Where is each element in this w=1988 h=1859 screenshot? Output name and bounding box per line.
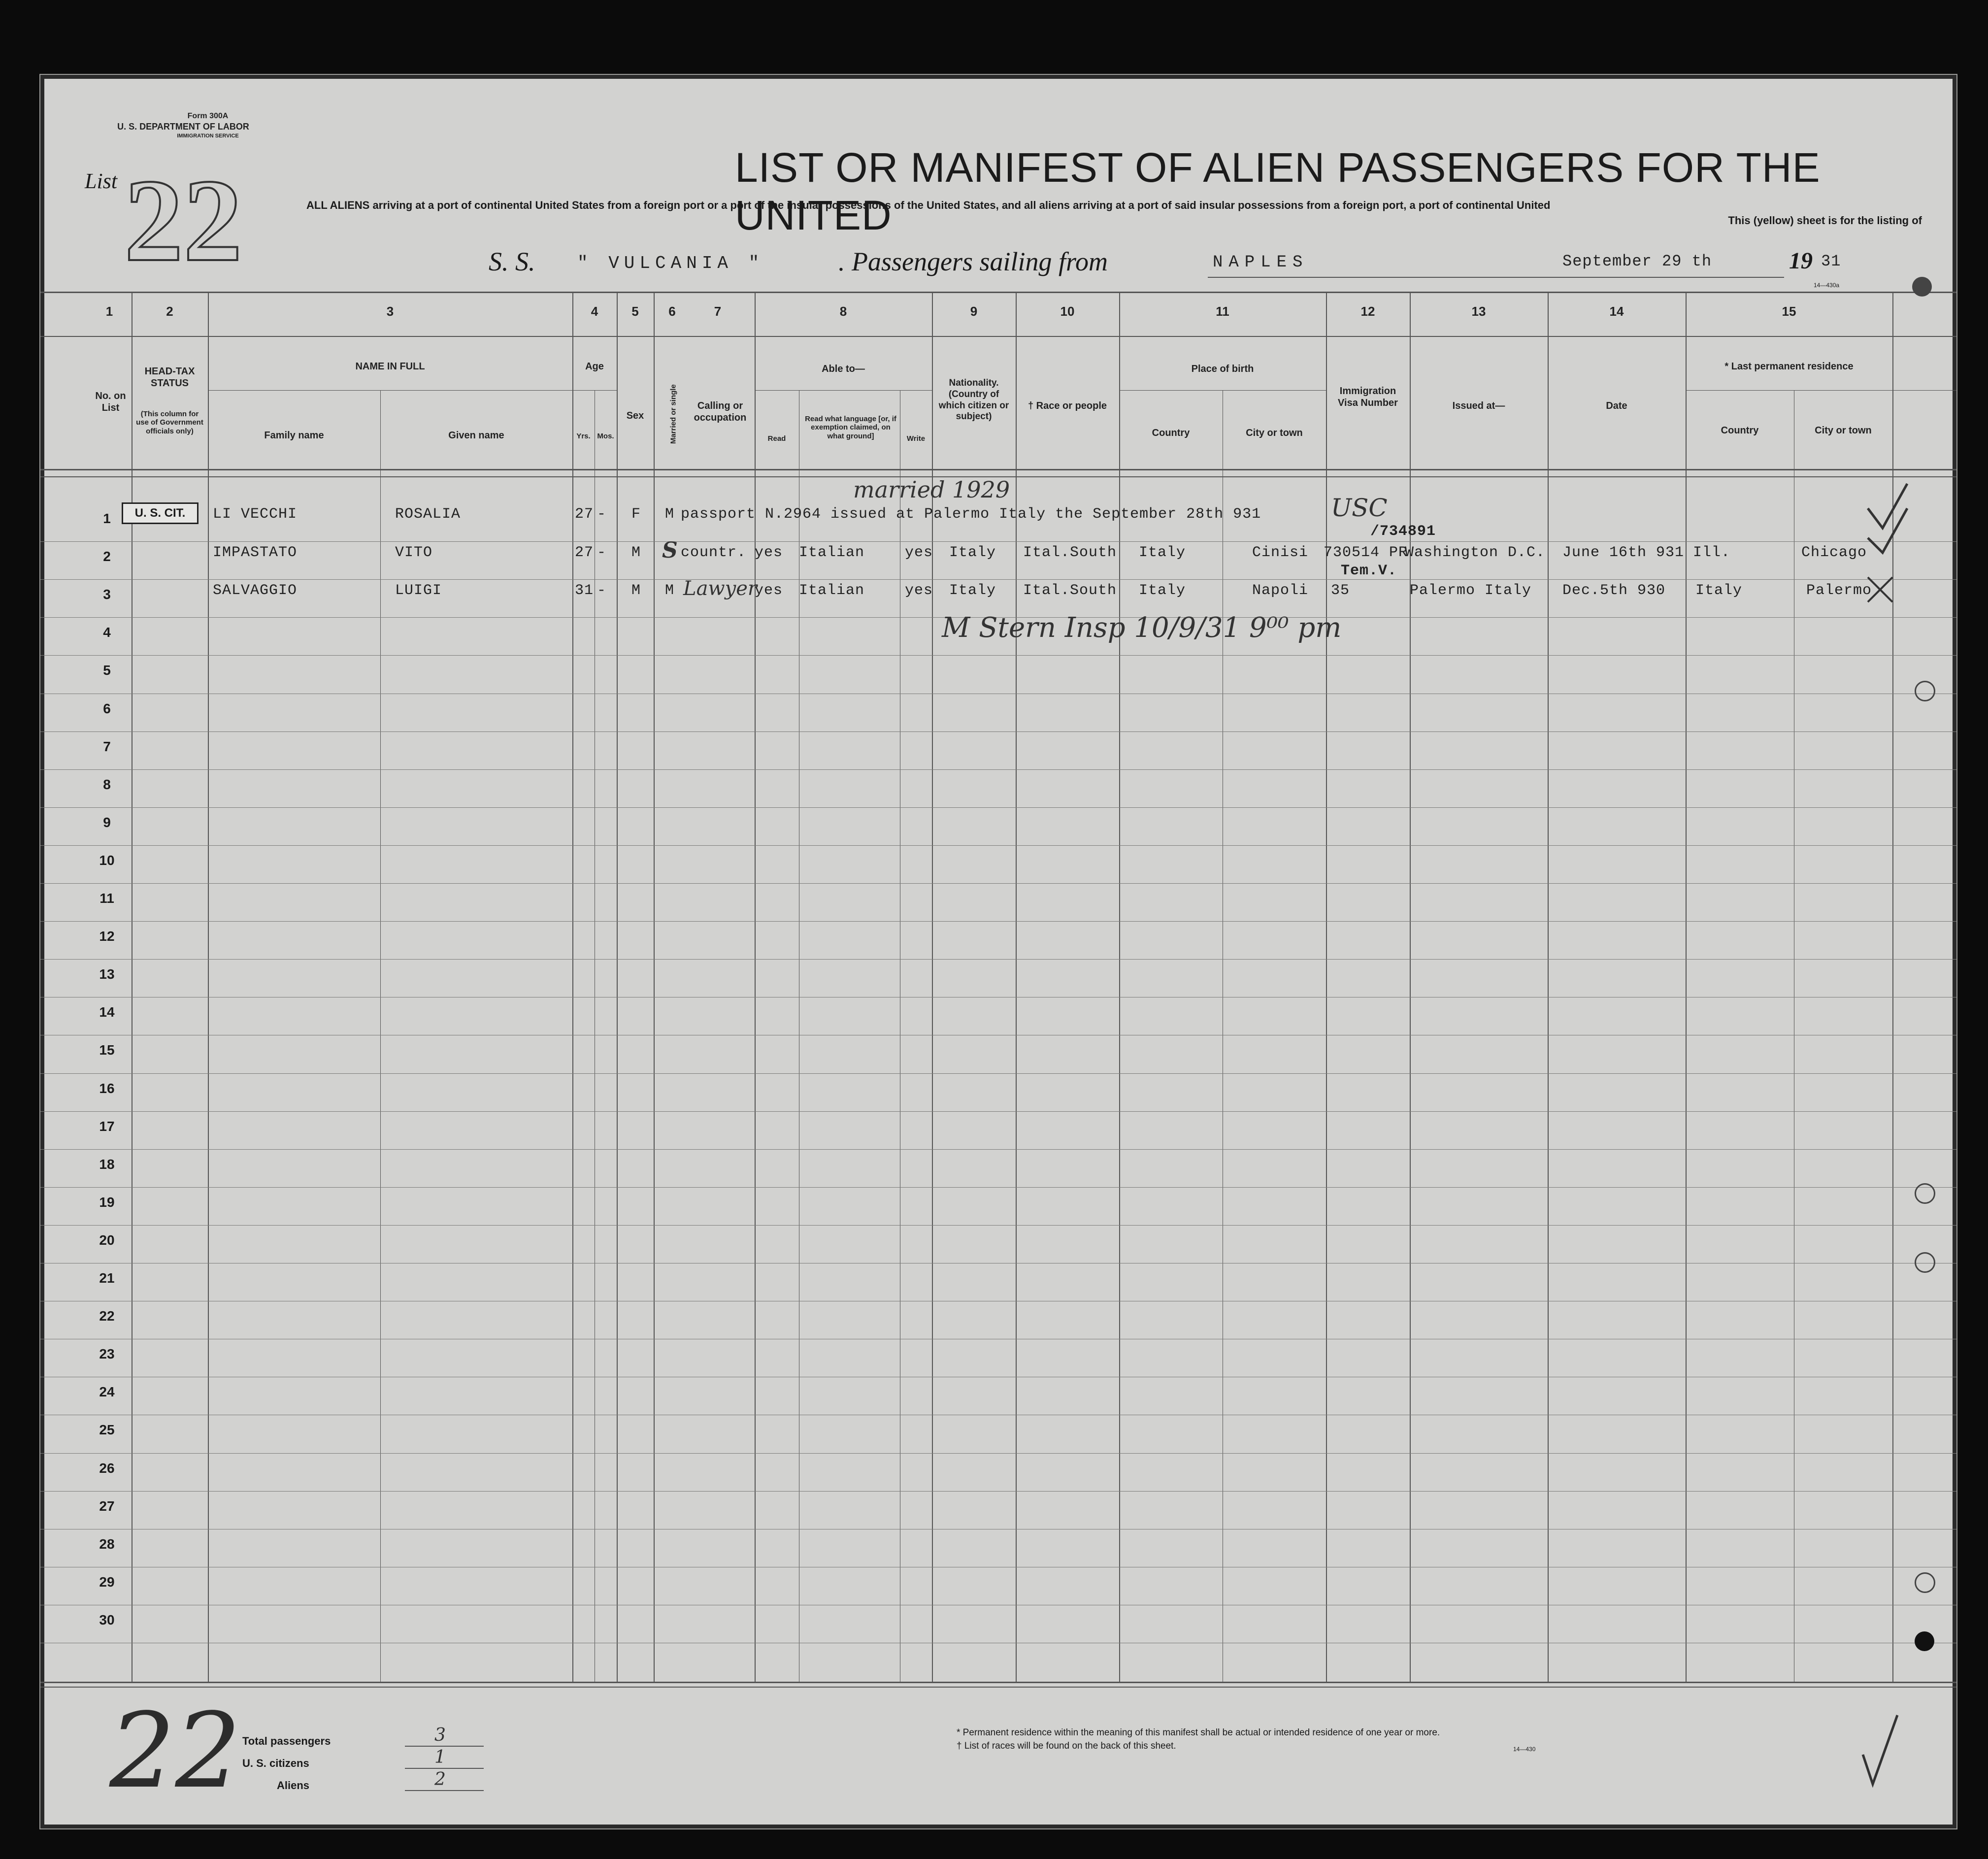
ss-label: S. S. xyxy=(489,247,535,276)
col-num-14: 14 xyxy=(1609,304,1624,319)
p3-write: yes xyxy=(905,582,933,599)
aliens-value: 2 xyxy=(434,1769,446,1790)
row-number: 10 xyxy=(99,852,115,868)
p3-res-country: Italy xyxy=(1695,582,1743,599)
p3-visa-date: Dec.5th 930 xyxy=(1562,582,1666,599)
header-sex: Sex xyxy=(626,410,644,421)
p1-given-name: ROSALIA xyxy=(395,506,461,523)
header-read-language: Read what language [or, if exemption claimed, on what ground] xyxy=(805,415,896,440)
header-mos: Mos. xyxy=(597,432,614,440)
row-number: 26 xyxy=(99,1460,115,1476)
header-head-tax: HEAD-TAX STATUS xyxy=(144,366,195,389)
row-number: 5 xyxy=(103,663,111,678)
row-divider xyxy=(40,655,1956,656)
year-label: 19 xyxy=(1789,248,1813,274)
col-num-15: 15 xyxy=(1782,304,1796,319)
header-head-tax-note: (This column for use of Government officials only) xyxy=(136,410,203,435)
manifest-subtitle-2: This (yellow) sheet is for the listing of xyxy=(1728,214,1922,227)
p3-calling: Lawyer xyxy=(683,577,758,600)
header-write: Write xyxy=(906,434,926,443)
header-birth-city: City or town xyxy=(1246,428,1303,438)
row-divider xyxy=(40,769,1956,770)
row-divider xyxy=(40,1225,1956,1226)
col-num-9: 9 xyxy=(970,304,978,319)
checkmarks xyxy=(1863,479,1952,676)
col-num-3: 3 xyxy=(386,304,394,319)
row-number: 18 xyxy=(99,1156,115,1172)
binder-hole xyxy=(1915,681,1935,701)
p3-nationality: Italy xyxy=(949,582,996,599)
col-num-6: 6 xyxy=(668,304,676,319)
footnote-races: † List of races will be found on the back of this sheet. xyxy=(957,1741,1176,1751)
p3-birth-country: Italy xyxy=(1139,582,1186,599)
port-name: NAPLES xyxy=(1213,253,1309,272)
row-number: 21 xyxy=(99,1270,115,1286)
row-number: 12 xyxy=(99,929,115,944)
row-number: 30 xyxy=(99,1612,115,1627)
row-number: 2 xyxy=(103,549,111,564)
p3-race: Ital.South xyxy=(1023,582,1117,599)
row-number: 17 xyxy=(99,1118,115,1134)
row-divider xyxy=(40,807,1956,808)
header-yrs: Yrs. xyxy=(576,432,591,440)
row-number: 3 xyxy=(103,587,111,602)
p2-married: S xyxy=(662,538,678,563)
row-number: 28 xyxy=(99,1536,115,1552)
row-divider xyxy=(40,1073,1956,1074)
p2-birth-city: Cinisi xyxy=(1252,544,1309,561)
inspector-annotation: M Stern Insp 10/9/31 9⁰⁰ pm xyxy=(942,612,1342,644)
p2-read: yes xyxy=(755,544,783,561)
p3-visa-extra: Tem.V. xyxy=(1341,563,1397,579)
p1-sex: F xyxy=(631,506,641,523)
row-number: 6 xyxy=(103,700,111,716)
row-number: 8 xyxy=(103,776,111,792)
p1-age-mos: - xyxy=(597,506,607,523)
p3-family-name: SALVAGGIO xyxy=(213,582,298,599)
manifest-subtitle-1: ALL ALIENS arriving at a port of continental United States from a foreign port or a port of the insular possessions of the United States, and all aliens arriving at a port of said insular possessions from a foreign port, a port of continental United xyxy=(306,199,1551,211)
p2-nationality: Italy xyxy=(949,544,996,561)
footer-checkmark xyxy=(1858,1710,1902,1789)
total-passengers-value: 3 xyxy=(434,1725,446,1745)
header-last-residence: * Last permanent residence xyxy=(1724,361,1854,372)
row-divider xyxy=(40,579,1956,580)
p1-married: M xyxy=(665,506,675,523)
p2-visa-date: June 16th 931 xyxy=(1562,544,1685,561)
header-married: Married or single xyxy=(669,384,678,444)
p3-given-name: LUIGI xyxy=(395,582,442,599)
ship-name: " VULCANIA " xyxy=(577,253,764,273)
row-divider xyxy=(40,921,1956,922)
p2-language: Italian xyxy=(799,544,865,561)
list-label: List xyxy=(85,169,118,193)
col-num-2: 2 xyxy=(166,304,173,319)
p2-age-yrs: 27 xyxy=(575,544,594,561)
header-race: † Race or people xyxy=(1027,400,1107,411)
header-nationality: Nationality. (Country of which citizen or subject) xyxy=(938,378,1009,422)
header-issued-at: Issued at— xyxy=(1452,400,1505,411)
p2-res-city: Chicago xyxy=(1801,544,1867,561)
manifest-title: LIST OR MANIFEST OF ALIEN PASSENGERS FOR THE UNITED xyxy=(735,144,1821,238)
service-label: IMMIGRATION SERVICE xyxy=(177,133,239,139)
footnote-code: 14—430 xyxy=(1513,1746,1536,1753)
row-number: 16 xyxy=(99,1080,115,1096)
row-number: 4 xyxy=(103,625,111,640)
row-divider xyxy=(40,883,1956,884)
sailing-label: . Passengers sailing from xyxy=(838,247,1108,276)
p3-res-city: Palermo xyxy=(1806,582,1872,599)
margin-handwritten-number: 22 xyxy=(109,1691,241,1811)
p2-write: yes xyxy=(905,544,933,561)
us-citizen-stamp: U. S. CIT. xyxy=(122,502,199,524)
total-passengers-label: Total passengers xyxy=(242,1735,331,1747)
col-num-4: 4 xyxy=(591,304,598,319)
row-number: 19 xyxy=(99,1194,115,1210)
p2-sex: M xyxy=(631,544,641,561)
header-birth-country: Country xyxy=(1152,428,1190,438)
p2-family-name: IMPASTATO xyxy=(213,544,298,561)
p1-passport-remark: passport N.2964 issued at Palermo Italy the September 28th 931 xyxy=(681,506,1261,523)
footnote-residence: * Permanent residence within the meaning of this manifest shall be actual or intended residence of one year or more. xyxy=(957,1727,1440,1738)
col-num-13: 13 xyxy=(1471,304,1486,319)
us-citizens-label: U. S. citizens xyxy=(242,1757,309,1769)
row-number: 24 xyxy=(99,1384,115,1400)
p1-married-note: married 1929 xyxy=(853,476,1010,503)
p2-issued-at: Washington D.C. xyxy=(1405,544,1546,561)
row-divider xyxy=(40,1149,1956,1150)
p2-res-country: Ill. xyxy=(1693,544,1731,561)
row-divider xyxy=(40,1453,1956,1454)
header-read: Read xyxy=(767,434,786,443)
row-number: 29 xyxy=(99,1574,115,1590)
col-num-7: 7 xyxy=(714,304,722,319)
row-divider xyxy=(40,1491,1956,1492)
p3-sex: M xyxy=(631,582,641,599)
binder-hole xyxy=(1915,1631,1934,1651)
col-num-10: 10 xyxy=(1060,304,1075,319)
row-number: 9 xyxy=(103,814,111,830)
p1-usc-note: USC xyxy=(1331,494,1388,522)
header-given-name: Given name xyxy=(448,430,504,441)
p2-given-name: VITO xyxy=(395,544,433,561)
row-number: 7 xyxy=(103,738,111,754)
row-divider xyxy=(40,541,1956,542)
aliens-label: Aliens xyxy=(277,1779,310,1792)
p3-visa-number: 35 xyxy=(1331,582,1350,599)
header-able-to: Able to— xyxy=(822,364,865,374)
p1-age-yrs: 27 xyxy=(575,506,594,523)
col-num-5: 5 xyxy=(631,304,639,319)
row-number: 11 xyxy=(99,891,114,906)
p2-visa-extra: /734891 xyxy=(1370,523,1436,540)
p3-language: Italian xyxy=(799,582,865,599)
header-visa-number: Immigration Visa Number xyxy=(1338,386,1398,408)
row-number: 27 xyxy=(99,1498,115,1514)
header-res-country: Country xyxy=(1721,425,1759,436)
row-divider xyxy=(40,845,1956,846)
row-number: 22 xyxy=(99,1308,115,1324)
p2-visa-number: 730514 PR xyxy=(1324,544,1408,561)
corner-code: 14—430a xyxy=(1814,282,1840,289)
p2-race: Ital.South xyxy=(1023,544,1117,561)
p3-issued-at: Palermo Italy xyxy=(1410,582,1532,599)
row-divider xyxy=(40,1187,1956,1188)
row-number: 25 xyxy=(99,1422,115,1438)
col-num-1: 1 xyxy=(105,304,113,319)
row-number: 1 xyxy=(103,511,111,526)
binder-hole xyxy=(1912,277,1932,297)
row-number: 13 xyxy=(99,966,115,982)
col-num-8: 8 xyxy=(839,304,847,319)
row-divider xyxy=(40,731,1956,732)
header-family-name: Family name xyxy=(264,430,324,441)
p3-age-mos: - xyxy=(597,582,607,599)
us-citizens-value: 1 xyxy=(434,1747,446,1767)
binder-hole xyxy=(1915,1572,1935,1593)
form-number: Form 300A xyxy=(187,112,229,120)
binder-hole xyxy=(1915,1252,1935,1273)
header-name-in-full: NAME IN FULL xyxy=(355,361,425,372)
row-divider xyxy=(40,1111,1956,1112)
header-place-of-birth: Place of birth xyxy=(1191,364,1254,374)
header-res-city: City or town xyxy=(1815,425,1872,436)
year-suffix: 31 xyxy=(1821,252,1841,270)
p2-age-mos: - xyxy=(597,544,607,561)
header-no-on-list: No. on List xyxy=(95,391,126,413)
manifest-sheet xyxy=(39,74,1957,1829)
p2-calling: countr. xyxy=(681,544,747,561)
p3-birth-city: Napoli xyxy=(1252,582,1309,599)
header-calling: Calling or occupation xyxy=(694,400,747,423)
binder-hole xyxy=(1915,1183,1935,1204)
p2-birth-country: Italy xyxy=(1139,544,1186,561)
p3-read: yes xyxy=(755,582,783,599)
header-age: Age xyxy=(585,361,604,372)
department-label: U. S. DEPARTMENT OF LABOR xyxy=(117,122,249,132)
row-number: 15 xyxy=(99,1042,115,1058)
row-number: 20 xyxy=(99,1232,115,1248)
list-number: 22 xyxy=(124,155,242,286)
header-visa-date: Date xyxy=(1606,400,1627,411)
sailing-date: September 29 th xyxy=(1562,252,1712,270)
col-num-11: 11 xyxy=(1216,304,1229,319)
row-divider xyxy=(40,959,1956,960)
p3-married: M xyxy=(665,582,675,599)
p3-age-yrs: 31 xyxy=(575,582,594,599)
row-number: 23 xyxy=(99,1346,115,1362)
col-num-12: 12 xyxy=(1360,304,1375,319)
p1-family-name: LI VECCHI xyxy=(213,506,298,523)
row-number: 14 xyxy=(99,1004,115,1020)
